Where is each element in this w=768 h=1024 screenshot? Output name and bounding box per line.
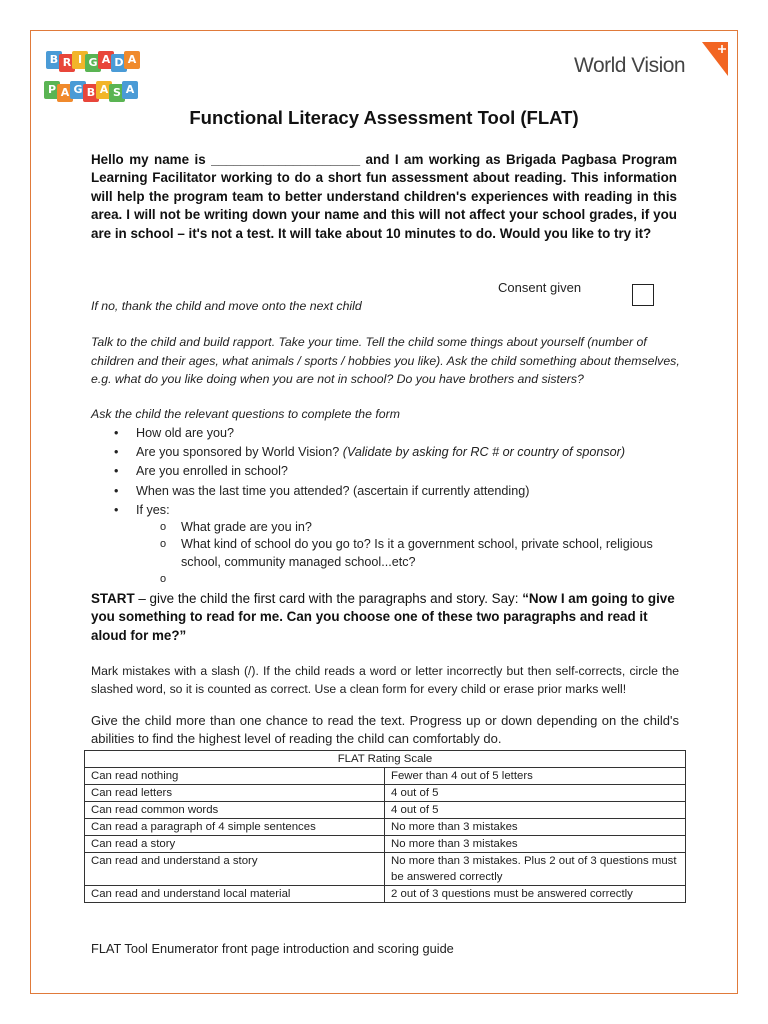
start-instruction: START – give the child the first card with the paragraphs and story. Say: “Now I am going to give you something to read for me. Can you choose one of these two paragraphs and read it aloud for me?” — [91, 591, 675, 643]
table-row: Can read a paragraph of 4 simple sentences No more than 3 mistakes — [85, 819, 686, 836]
logo-letter-tile: G — [85, 54, 101, 72]
sub-question-list — [160, 519, 680, 589]
list-item: o What kind of school do you go to? Is it a government school, private school, religious school, community managed school...etc? — [160, 537, 653, 569]
list-item: o What grade are you in? — [160, 520, 312, 534]
footer-note: FLAT Tool Enumerator front page introduction and scoring guide — [91, 941, 454, 956]
table-row: Can read and understand local material 2 out of 3 questions must be answered correctly — [85, 886, 686, 903]
list-item: o — [160, 573, 167, 586]
world-vision-logo-text: World Vision — [574, 54, 686, 77]
table-row: Can read and understand a story No more than 3 mistakes. Plus 2 out of 3 questions must be answered correctly — [85, 853, 686, 886]
table-row: Can read letters 4 out of 5 — [85, 785, 686, 802]
logo-letter-tile: I — [72, 51, 88, 69]
table-row: Can read a story No more than 3 mistakes — [85, 836, 686, 853]
logo-letter-tile: B — [83, 84, 99, 102]
world-vision-logo — [574, 42, 730, 82]
rapport-instruction: Talk to the child and build rapport. Take your time. Tell the child some things about yourself (number of children and their ages, what animals / sports / hobbies you like). Ask the child something about themselves, e.g. what do you like doing when you are not in school? Do you have brothers and sisters? — [91, 335, 680, 386]
list-item: • If yes: — [114, 502, 170, 517]
logo-letter-tile: D — [111, 54, 127, 72]
table-title: FLAT Rating Scale — [85, 751, 686, 768]
start-quote: “Now I am going to give you something to read for me. Can you choose one of these two paragraphs and read it aloud for me?” — [91, 591, 675, 643]
brigada-pagbasa-logo — [44, 51, 136, 105]
list-item: • Are you sponsored by World Vision? (Validate by asking for RC # or country of sponsor) — [114, 445, 626, 460]
flat-rating-table — [84, 750, 686, 903]
logo-letter-tile: B — [46, 51, 62, 69]
list-item: • When was the last time you attended? (ascertain if currently attending) — [114, 483, 530, 498]
world-vision-star-icon — [702, 42, 730, 78]
logo-letter-tile: A — [96, 81, 112, 99]
start-label: START — [91, 591, 135, 606]
intro-paragraph: Hello my name is ____________________ and I am working as Brigada Pagbasa Program Learning Facilitator working to do a short fun assessment about reading. This information will help the program team to better understand children's experiences with reading in this area. I will not be writing down your name and this will not affect your school grades, if you are in school – it's not a test. It will take about 10 minutes to do. Would you like to try it? — [91, 152, 677, 241]
progression-instruction: Give the child more than one chance to read the text. Progress up or down depending on the child's abilities to find the highest level of reading the child can comfortably do. — [91, 713, 679, 746]
consent-checkbox[interactable] — [632, 284, 654, 306]
question-list — [108, 424, 625, 520]
table-row: Can read common words 4 out of 5 — [85, 802, 686, 819]
logo-letter-tile: R — [59, 54, 75, 72]
list-item: • How old are you? — [114, 426, 235, 440]
list-item: • Are you enrolled in school? — [114, 464, 288, 479]
logo-letter-tile: A — [122, 81, 138, 99]
logo-letter-tile: G — [70, 81, 86, 99]
if-no-instruction: If no, thank the child and move onto the next child — [91, 299, 362, 313]
logo-letter-tile: P — [44, 81, 60, 99]
marking-instruction: Mark mistakes with a slash (/). If the child reads a word or letter incorrectly but then self-corrects, circle the slashed word, so it is counted as correct. Use a clean form for every child or erase prior marks well! — [91, 664, 679, 696]
logo-letter-tile: A — [124, 51, 140, 69]
consent-label: Consent given — [498, 280, 582, 295]
questions-instruction: Ask the child the relevant questions to complete the form — [91, 407, 400, 421]
logo-letter-tile: A — [57, 84, 73, 102]
logo-letter-tile: A — [98, 51, 114, 69]
logo-letter-tile: S — [109, 84, 125, 102]
table-row: Can read nothing Fewer than 4 out of 5 letters — [85, 768, 686, 785]
page-title: Functional Literacy Assessment Tool (FLAT) — [189, 107, 579, 128]
